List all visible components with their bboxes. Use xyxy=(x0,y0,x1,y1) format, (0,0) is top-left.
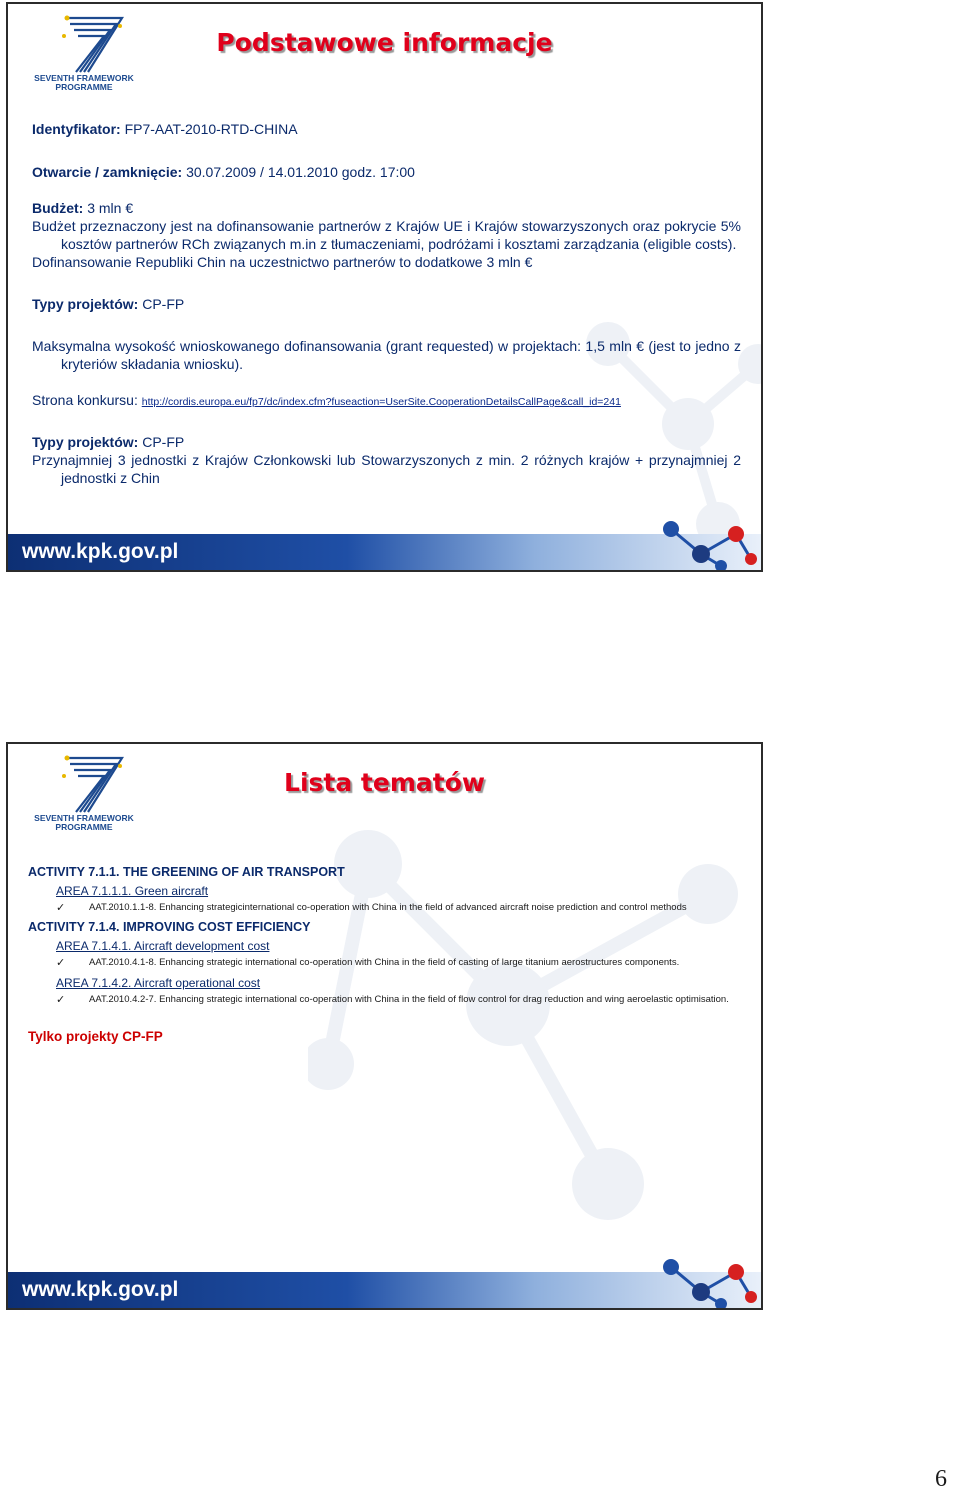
budget-line xyxy=(32,199,741,217)
slide-title: Lista tematów xyxy=(284,768,485,797)
logo-caption-line2: PROGRAMME xyxy=(55,822,113,832)
footer-url: www.kpk.gov.pl xyxy=(22,540,179,563)
logo-caption-line2: PROGRAMME xyxy=(55,82,113,92)
topic-text: AAT.2010.4.1-8. Enhancing strategic international co-operation with China in the field of casting of large titanium aerostructures components. xyxy=(89,956,680,968)
identifier-value: FP7-AAT-2010-RTD-CHINA xyxy=(124,121,298,137)
molecule-icon xyxy=(651,514,761,570)
max-funding: Maksymalna wysokość wnioskowanego dofinansowania (grant requested) w projektach: 1,5 mln € (jest to jedno z kryteriów składania wniosku). xyxy=(32,338,741,372)
china-funding: Dofinansowanie Republiki Chin na uczestnictwo partnerów to dodatkowe 3 mln € xyxy=(32,254,533,270)
slide-footer xyxy=(8,534,761,570)
topic-item xyxy=(56,957,739,970)
topic-item xyxy=(56,994,739,1007)
slide-topics-list xyxy=(6,742,763,1310)
footer-url: www.kpk.gov.pl xyxy=(22,1278,179,1301)
project-types-label: Typy projektów: xyxy=(32,296,139,312)
open-close-line xyxy=(32,163,741,181)
identifier-label: Identyfikator: xyxy=(32,121,121,137)
page-number: 6 xyxy=(935,1466,947,1492)
open-close-label: Otwarcie / zamknięcie: xyxy=(32,164,183,180)
logo-caption-line1: SEVENTH FRAMEWORK xyxy=(34,813,134,823)
project-types-value: CP-FP xyxy=(142,296,185,312)
min-partners: Przynajmniej 3 jednostki z Krajów Członkowski lub Stowarzyszonych z min. 2 różnych krajów + przynajmniej 2 jednostki z Chin xyxy=(32,452,741,486)
slide1-content xyxy=(32,120,741,487)
call-site-line xyxy=(32,391,741,411)
activity-heading: ACTIVITY 7.1.1. THE GREENING OF AIR TRANSPORT xyxy=(28,865,345,879)
open-close-value: 30.07.2009 / 14.01.2010 godz. 17:00 xyxy=(186,164,415,180)
topic-text: AAT.2010.1.1-8. Enhancing strategicinternational co-operation with China in the field of advanced aircraft noise prediction and control methods xyxy=(89,902,687,913)
budget-label: Budżet: xyxy=(32,200,84,216)
slide2-content xyxy=(28,864,739,1058)
project-types-label-2: Typy projektów: xyxy=(32,434,139,450)
call-site-link[interactable]: http://cordis.europa.eu/fp7/dc/index.cfm?fuseaction=UserSite.CooperationDetailsCallPage&call_id=241 xyxy=(141,396,621,408)
budget-value: 3 mln € xyxy=(87,200,134,216)
cp-fp-note: Tylko projekty CP-FP xyxy=(28,1028,163,1044)
check-icon: ✓ xyxy=(56,994,66,1006)
molecule-icon xyxy=(651,1252,761,1308)
topic-item xyxy=(56,902,739,915)
slide-basic-info xyxy=(6,2,763,572)
check-icon: ✓ xyxy=(56,956,66,969)
check-icon: ✓ xyxy=(56,902,66,914)
call-site-label: Strona konkursu: xyxy=(32,392,138,408)
project-types-line-2 xyxy=(32,433,741,451)
logo-caption-line1: SEVENTH FRAMEWORK xyxy=(34,73,134,83)
budget-description: Budżet przeznaczony jest na dofinansowanie partnerów z Krajów UE i Krajów stowarzyszonych oraz pokrycie 5% kosztów partnerów RCh związanych m.in z tłumaczeniami, podróżami i kosztami zarządzania (eligible costs). xyxy=(32,218,741,252)
slide-footer xyxy=(8,1272,761,1308)
project-types-line xyxy=(32,295,741,313)
topic-text: AAT.2010.4.2-7. Enhancing strategic international co-operation with China in the field of flow control for drag reduction and wing aeroelastic optimisation. xyxy=(89,994,729,1005)
area-link[interactable]: AREA 7.1.1.1. Green aircraft xyxy=(56,884,209,898)
activity-heading: ACTIVITY 7.1.4. IMPROVING COST EFFICIENCY xyxy=(28,919,311,934)
project-types-value-2: CP-FP xyxy=(142,434,185,450)
identifier-line xyxy=(32,120,741,138)
slide-title: Podstawowe informacje xyxy=(216,28,553,57)
area-link[interactable]: AREA 7.1.4.2. Aircraft operational cost xyxy=(56,976,261,990)
area-link[interactable]: AREA 7.1.4.1. Aircraft development cost xyxy=(56,938,270,953)
